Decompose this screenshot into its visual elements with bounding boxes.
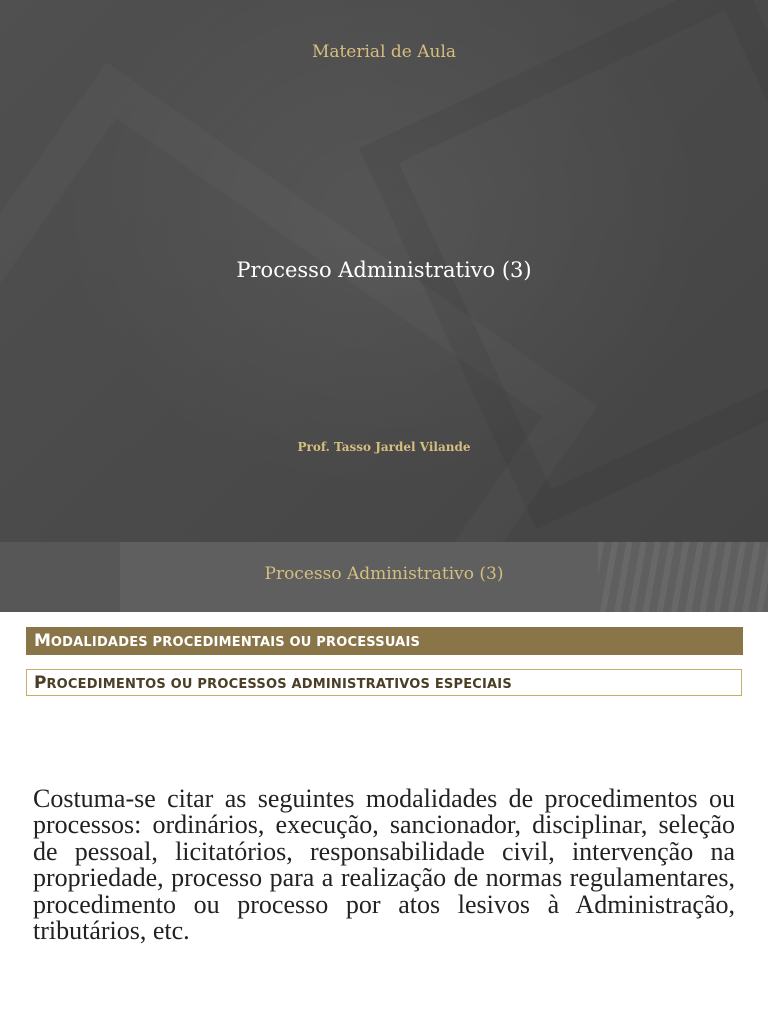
body-paragraph: Costuma-se citar as seguintes modalidades de procedimentos ou processos: ordinários, execução, sancionador, disciplinar, seleção de pessoal, licitatórios, responsabilidade civil, intervenção na propriedade, processo para a realização de normas regulamentares, procedimento ou processo por atos lesivos à Administração, tributários, etc. [33,784,735,946]
slide-header-band [0,542,768,612]
section-heading [26,627,743,655]
subsection-heading-rest: ROCEDIMENTOS OU PROCESSOS ADMINISTRATIVOS ESPECIAIS [46,677,512,692]
subsection-heading-initial: P [34,673,47,693]
subsection-heading [26,669,742,696]
section-heading-initial: M [34,631,51,651]
slide-header-title: Processo Administrativo (3) [264,564,504,584]
section-heading-rest: ODALIDADES PROCEDIMENTAIS OU PROCESSUAIS [50,635,421,650]
cover-title: Processo Administrativo (3) [236,258,532,282]
cover-subject: Material de Aula [311,42,457,62]
cover-author: Prof. Tasso Jardel Vilande [297,440,471,454]
